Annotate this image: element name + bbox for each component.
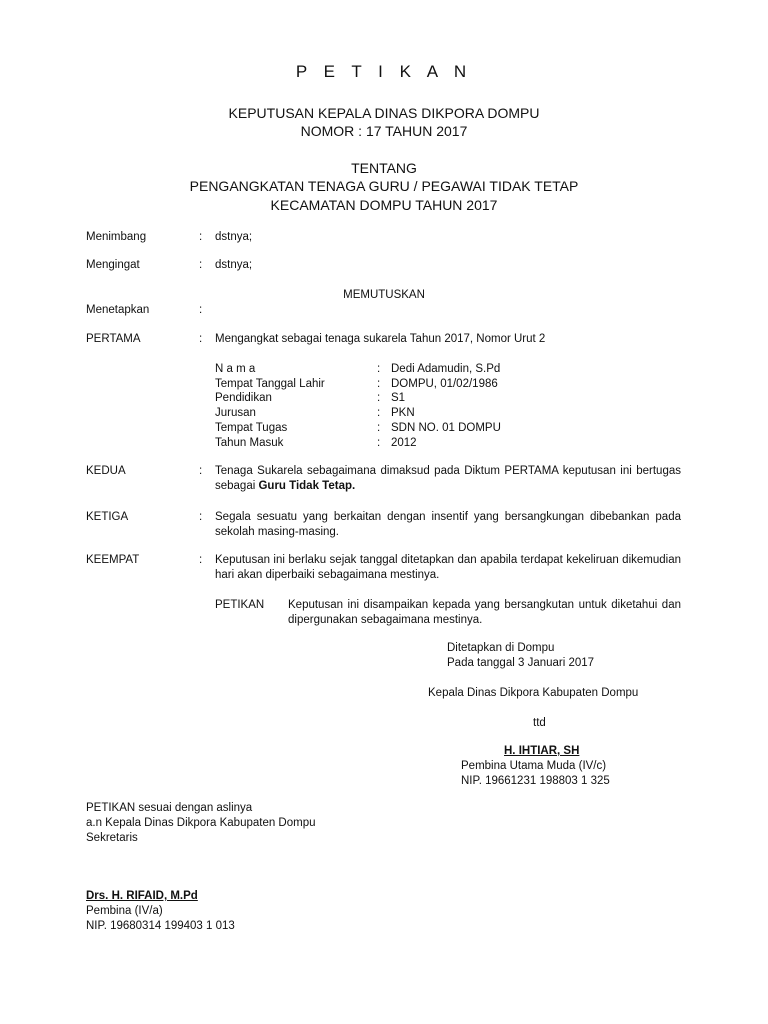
detail-value: 2012 — [391, 437, 417, 449]
decree-title: KEPUTUSAN KEPALA DINAS DIKPORA DOMPU — [228, 105, 540, 121]
detail-value: DOMPU, 01/02/1986 — [391, 378, 498, 390]
detail-label: Pendidikan — [215, 392, 272, 404]
keempat-text: Keputusan ini berlaku sejak tanggal ditetapkan dan apabila terdapat kekeliruan dikemudian hari akan diperbaiki sebagaimana mestinya. — [215, 554, 681, 581]
certification-line-3: Sekretaris — [86, 832, 138, 844]
mengingat-colon: : — [199, 259, 203, 271]
detail-colon: : — [377, 422, 381, 434]
detail-colon: : — [377, 437, 381, 449]
menetapkan-colon: : — [199, 304, 203, 316]
about-line-2: KECAMATAN DOMPU TAHUN 2017 — [270, 197, 498, 213]
menimbang-value: dstnya; — [215, 231, 253, 243]
detail-value: S1 — [391, 392, 406, 404]
detail-label: Tempat Tugas — [215, 422, 288, 434]
menimbang-label: Menimbang — [86, 231, 147, 243]
keempat-label: KEEMPAT — [86, 554, 140, 566]
detail-colon: : — [377, 363, 381, 375]
ketiga-label: KETIGA — [86, 511, 129, 523]
signature-place: Ditetapkan di Dompu — [447, 642, 555, 654]
kedua-text-main: Tenaga Sukarela sebagaimana dimaksud pada Diktum PERTAMA keputusan ini bertugas sebagai — [215, 465, 681, 492]
secretary-nip: NIP. 19680314 199403 1 013 — [86, 920, 235, 932]
kedua-label: KEDUA — [86, 465, 126, 477]
pertama-colon: : — [199, 333, 203, 345]
detail-value: Dedi Adamudin, S.Pd — [391, 363, 501, 375]
petikan-text: Keputusan ini disampaikan kepada yang bersangkutan untuk diketahui dan dipergunakan sebagaimana mestinya. — [288, 599, 681, 626]
menimbang-colon: : — [199, 231, 203, 243]
detail-colon: : — [377, 392, 381, 404]
memutuskan-heading: MEMUTUSKAN — [343, 289, 425, 301]
signatory-nip: NIP. 19661231 198803 1 325 — [461, 775, 610, 787]
mengingat-value: dstnya; — [215, 259, 253, 271]
certification-line-2: a.n Kepala Dinas Dikpora Kabupaten Dompu — [86, 817, 316, 829]
menetapkan-label: Menetapkan — [86, 304, 150, 316]
kedua-text-bold: Guru Tidak Tetap. — [258, 480, 356, 492]
certification-line-1: PETIKAN sesuai dengan aslinya — [86, 802, 253, 814]
detail-label: N a m a — [215, 363, 256, 375]
detail-label: Tempat Tanggal Lahir — [215, 378, 325, 390]
pertama-label: PERTAMA — [86, 333, 141, 345]
detail-colon: : — [377, 378, 381, 390]
detail-value: PKN — [391, 407, 415, 419]
kedua-colon: : — [199, 465, 203, 477]
detail-label: Jurusan — [215, 407, 256, 419]
petikan-label: PETIKAN — [215, 599, 265, 611]
signature-position: Kepala Dinas Dikpora Kabupaten Dompu — [428, 687, 639, 699]
ketiga-colon: : — [199, 511, 203, 523]
detail-value: SDN NO. 01 DOMPU — [391, 422, 501, 434]
signature-ttd: ttd — [533, 717, 546, 729]
secretary-rank: Pembina (IV/a) — [86, 905, 163, 917]
keempat-colon: : — [199, 554, 203, 566]
signatory-rank: Pembina Utama Muda (IV/c) — [461, 760, 607, 772]
kedua-text — [215, 464, 681, 494]
secretary-name: Drs. H. RIFAID, M.Pd — [86, 890, 198, 902]
detail-label: Tahun Masuk — [215, 437, 284, 449]
about-label: TENTANG — [351, 160, 417, 176]
signatory-name: H. IHTIAR, SH — [504, 745, 580, 757]
detail-colon: : — [377, 407, 381, 419]
signature-date: Pada tanggal 3 Januari 2017 — [447, 657, 595, 669]
mengingat-label: Mengingat — [86, 259, 140, 271]
ketiga-text: Segala sesuatu yang berkaitan dengan insentif yang bersangkungan dibebankan pada sekolah masing-masing. — [215, 511, 681, 538]
decree-number: NOMOR : 17 TAHUN 2017 — [300, 123, 468, 139]
pertama-text: Mengangkat sebagai tenaga sukarela Tahun 2017, Nomor Urut 2 — [215, 333, 546, 345]
document-title: P E T I K A N — [295, 62, 473, 81]
about-line-1: PENGANGKATAN TENAGA GURU / PEGAWAI TIDAK TETAP — [189, 178, 579, 194]
